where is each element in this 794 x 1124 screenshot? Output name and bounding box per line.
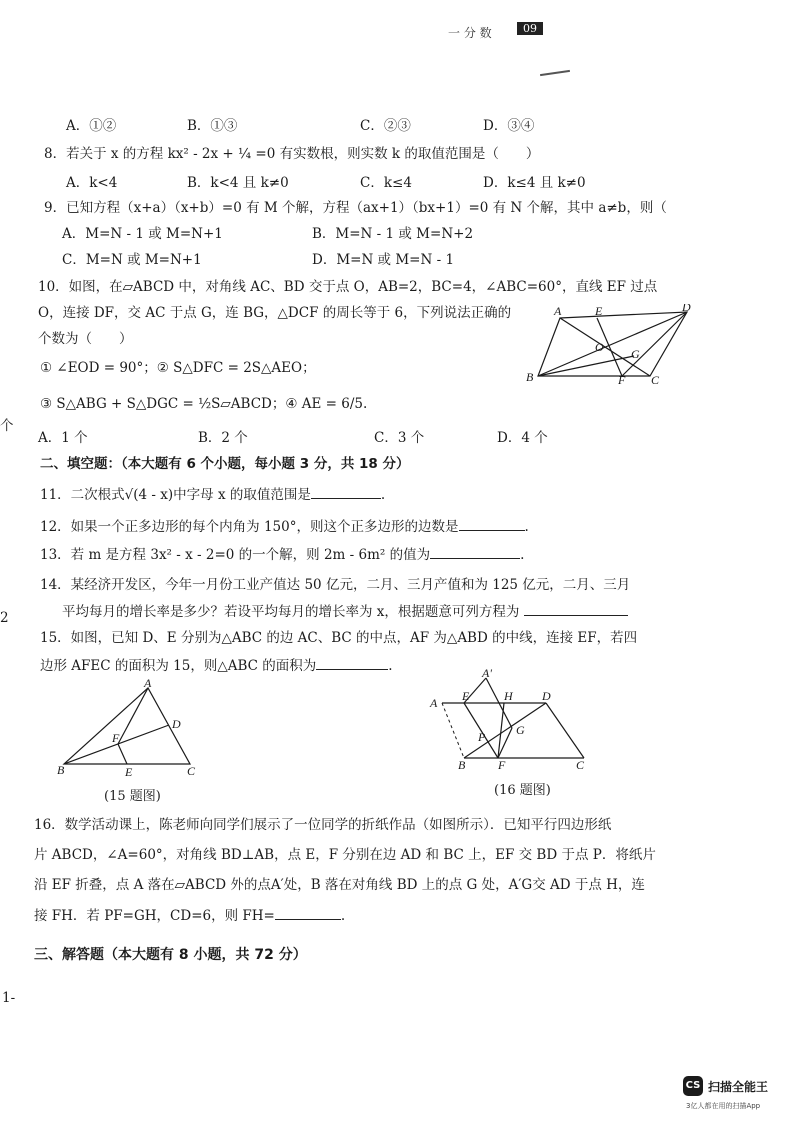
fig16-label-h: H (504, 689, 513, 703)
q12-stem: 12．如果一个正多边形的每个内角为 150°，则这个正多边形的边数是 (40, 519, 459, 535)
q14-line2-wrap (62, 600, 628, 620)
q9-option-c: C．M=N 或 M=N+1 (62, 252, 202, 268)
fig16-label-a-prime: A' (482, 668, 492, 680)
q16-answer-blank[interactable] (275, 905, 341, 920)
header-stamp: 09 (517, 22, 543, 35)
q11-stem: 11．二次根式√(4 - x)中字母 x 的取值范围是 (40, 487, 311, 503)
fig10-label-f: F (618, 373, 626, 384)
fig10-label-o: O (595, 340, 604, 354)
fig15-label-f: F (112, 731, 120, 745)
q10-line1: 10．如图，在▱ABCD 中，对角线 AC、BD 交于点 O，AB=2，BC=4，∠ABC=60°，直线 EF 过点 (38, 279, 658, 295)
watermark-subtitle: 3亿人都在用的扫描App (686, 1102, 761, 1110)
q10-option-d: D．4 个 (497, 430, 548, 446)
q10-option-a: A．1 个 (38, 430, 88, 446)
q9-option-a: A．M=N - 1 或 M=N+1 (62, 226, 223, 242)
fig15-label-c: C (187, 764, 196, 778)
q14-line1: 14．某经济开发区，今年一月份工业产值达 50 亿元，二月、三月产值和为 125 亿元，二月、三月 (40, 577, 631, 593)
q8-option-b: B．k<4 且 k≠0 (187, 175, 289, 191)
figure-q15-triangle (56, 678, 206, 783)
q12-answer-blank[interactable] (459, 516, 525, 531)
q16-line3: 沿 EF 折叠，点 A 落在▱ABCD 外的点A′处，B 落在对角线 BD 上的点 G 处，A′G交 AD 于点 H，连 (34, 877, 645, 893)
q7-option-b: B．①③ (187, 118, 238, 134)
q13-stem: 13．若 m 是方程 3x² - x - 2=0 的一个解，则 2m - 6m² 的值为 (40, 547, 431, 563)
header-corner-text: 一 分 数 (448, 26, 492, 40)
q8-stem: 8．若关于 x 的方程 kx² - 2x + ¼ =0 有实数根，则实数 k 的取值范围是（ ） (44, 146, 540, 162)
q16-line1: 16．数学活动课上，陈老师向同学们展示了一位同学的折纸作品（如图所示）．已知平行四边形纸 (34, 817, 612, 833)
fig15-label-b: B (57, 763, 65, 777)
fig10-label-d: D (682, 304, 691, 314)
figure-q10-parallelogram (522, 304, 702, 384)
fig10-label-g: G (631, 347, 640, 361)
q10-line2: O，连接 DF，交 AC 于点 G，连 BG，△DCF 的周长等于 6，下列说法正确的 (38, 305, 512, 321)
q11-text: 11．二次根式√(4 - x)中字母 x 的取值范围是 . (40, 483, 385, 503)
fig10-label-a: A (554, 304, 562, 318)
q15-line2-wrap: 边形 AFEC 的面积为 15，则△ABC 的面积为 . (40, 654, 393, 674)
fig16-label-e: E (462, 689, 470, 703)
fig16-caption: (16 题图) (494, 783, 551, 798)
figure-q16-folding (424, 668, 604, 773)
fig15-label-a: A (144, 678, 152, 690)
fig10-label-e: E (595, 304, 603, 318)
q10-statement-3-4: ③ S△ABG + S△DGC = ½S▱ABCD；④ AE = 6/5. (40, 396, 368, 412)
q16-line4: 接 FH．若 PF=GH，CD=6，则 FH= (34, 908, 275, 924)
scan-mark (540, 70, 570, 76)
q7-option-c: C．②③ (360, 118, 411, 134)
q7-option-d: D．③④ (483, 118, 535, 134)
q15-line2: 边形 AFEC 的面积为 15，则△ABC 的面积为 (40, 658, 317, 674)
margin-mark-1: 个 (0, 418, 14, 434)
q12-text: 12．如果一个正多边形的每个内角为 150°，则这个正多边形的边数是 . (40, 515, 529, 535)
q16-line2: 片 ABCD，∠A=60°，对角线 BD⊥AB，点 E，F 分别在边 AD 和 BC 上，EF 交 BD 于点 P．将纸片 (34, 847, 656, 863)
q8-option-a: A．k<4 (66, 175, 118, 191)
fig15-label-d: D (172, 717, 181, 731)
watermark-name: 扫描全能王 (708, 1080, 769, 1094)
margin-mark-2: 2 (0, 610, 9, 626)
q10-option-c: C．3 个 (374, 430, 425, 446)
fig15-caption: (15 题图) (104, 789, 161, 804)
fig16-label-p: P (478, 730, 486, 744)
fig16-label-g: G (516, 723, 525, 737)
q9-option-d: D．M=N 或 M=N - 1 (312, 252, 455, 268)
q13-text: 13．若 m 是方程 3x² - x - 2=0 的一个解，则 2m - 6m² 的值为 . (40, 543, 524, 563)
q8-option-d: D．k≤4 且 k≠0 (483, 175, 586, 191)
margin-mark-3: 1- (2, 990, 16, 1006)
fig16-label-a: A (430, 696, 438, 710)
q10-line3: 个数为（ ） (38, 331, 133, 347)
fig16-label-f: F (498, 758, 506, 772)
fig10-label-b: B (526, 370, 534, 384)
q8-option-c: C．k≤4 (360, 175, 412, 191)
fig10-label-c: C (651, 373, 660, 384)
section3-title: 三、解答题（本大题有 8 小题，共 72 分） (34, 947, 307, 963)
fig16-label-b: B (458, 758, 466, 772)
fig16-label-c: C (576, 758, 585, 772)
q10-option-b: B．2 个 (198, 430, 248, 446)
section2-title: 二、填空题：（本大题有 6 个小题，每小题 3 分，共 18 分） (40, 456, 410, 472)
fig16-label-d: D (542, 689, 551, 703)
q10-statement-1-2: ① ∠EOD = 90°；② S△DFC = 2S△AEO； (40, 360, 316, 376)
q15-answer-blank[interactable] (316, 655, 388, 670)
q9-stem: 9．已知方程（x+a）（x+b）=0 有 M 个解，方程（ax+1）（bx+1）=0 有 N 个解，其中 a≠b，则（ (44, 200, 667, 216)
camscanner-logo: CS (683, 1076, 703, 1096)
q9-option-b: B．M=N - 1 或 M=N+2 (312, 226, 474, 242)
q11-answer-blank[interactable] (311, 484, 381, 499)
q14-line2: 平均每月的增长率是多少？若设平均每月的增长率为 x，根据题意可列方程为 (62, 604, 520, 620)
q7-option-a: A．①② (66, 118, 117, 134)
q13-answer-blank[interactable] (430, 544, 520, 559)
q16-line4-wrap: 接 FH．若 PF=GH，CD=6，则 FH= . (34, 904, 345, 924)
q15-line1: 15．如图，已知 D、E 分别为△ABC 的边 AC、BC 的中点，AF 为△ABD 的中线，连接 EF，若四 (40, 630, 638, 646)
fig15-label-e: E (125, 765, 133, 779)
q14-answer-blank[interactable] (524, 601, 628, 616)
